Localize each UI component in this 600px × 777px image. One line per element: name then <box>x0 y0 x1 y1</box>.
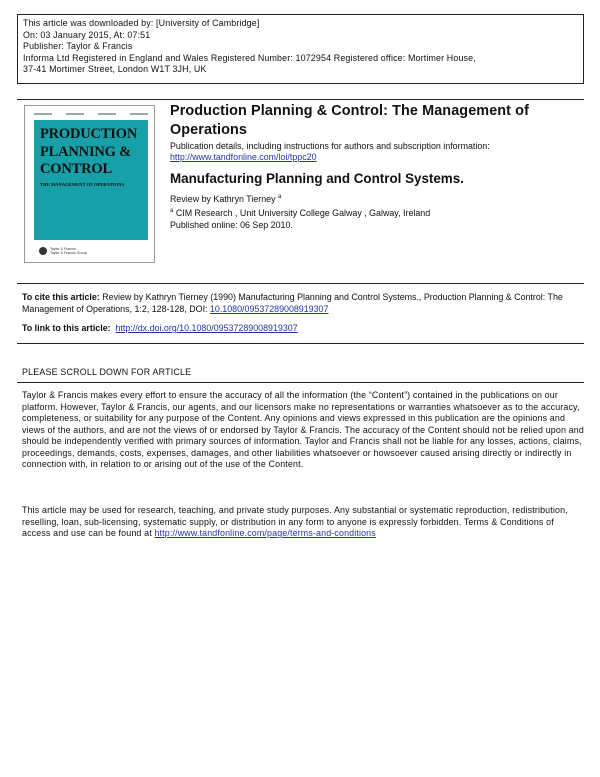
registration-line: Informa Ltd Registered in England and Wales Registered Number: 1072954 Registered office: Mortimer House, <box>23 52 476 63</box>
link-line <box>22 323 298 335</box>
cover-publisher-line2: Taylor & Francis Group <box>50 251 87 255</box>
cover-title-line3: CONTROL <box>40 161 112 177</box>
publisher-logo-icon <box>39 247 47 255</box>
link-label: To link to this article: <box>22 323 111 333</box>
cover-publisher-line1: Taylor & Francis <box>50 247 76 251</box>
cover-subtitle: THE MANAGEMENT OF OPERATIONS <box>40 181 125 187</box>
downloaded-by-line: This article was downloaded by: [University of Cambridge] <box>23 18 260 28</box>
address-line: 37-41 Mortimer Street, London W1T 3JH, UK <box>23 64 207 75</box>
citation-block <box>22 292 582 315</box>
terms-conditions-link[interactable]: http://www.tandfonline.com/page/terms-and-conditions <box>154 528 376 538</box>
published-online-date: Published online: 06 Sep 2010. <box>170 220 293 230</box>
disclaimer-paragraph-1: Taylor & Francis makes every effort to ensure the accuracy of all the information (the “Content”) contained in the publications on our platform. However, Taylor & Francis, our agents, and our licensors make no representations or warranties whatsoever as to the accuracy, completeness, or suitability for any purpose of the Content. Any opinions and views expressed in this publication are the opinions and views of the authors, and are not the views of or endorsed by Taylor & Francis. The accuracy of the Content should not be relied upon and should be independently verified with primary sources of information. Taylor and Francis shall not be liable for any losses, actions, claims, proceedings, demands, costs, expenses, damages, and other liabilities whatsoever or howsoever caused arising directly or indirectly in connection with, in relation to or arising out of the use of the Content. <box>22 390 584 469</box>
cover-title-line2: PLANNING & <box>40 143 132 160</box>
cover-title-panel <box>34 120 148 240</box>
doi-link[interactable]: 10.1080/09537289008919307 <box>209 303 329 314</box>
cite-label: To cite this article: <box>22 292 100 302</box>
cover-publisher-logo <box>39 247 87 255</box>
disclaimer-divider <box>17 382 584 383</box>
journal-url-link[interactable]: http://www.tandfonline.com/loi/tppc20 <box>170 152 317 162</box>
affiliation-line <box>170 208 430 220</box>
download-info-box <box>17 14 584 84</box>
article-doi-url-link[interactable]: http://dx.doi.org/10.1080/09537289008919307 <box>115 323 298 333</box>
publisher-line: Publisher: Taylor & Francis <box>23 41 133 52</box>
citation-divider-top <box>17 283 584 284</box>
scroll-notice: PLEASE SCROLL DOWN FOR ARTICLE <box>22 367 192 377</box>
terms-text: This article may be used for research, teaching, and private study purposes. Any substantial or systematic reproduction, redistribution, reselling, loan, sub-licensing, systematic supply, or distribution in any form to anyone is expressly forbidden. Terms & Conditions of access and use can be found at <box>22 505 568 538</box>
affiliation-text: CIM Research , Unit University College Galway , Galway, Ireland <box>175 208 431 218</box>
journal-cover-image <box>24 105 155 263</box>
citation-divider-bottom <box>17 343 584 344</box>
citation-text: Review by Kathryn Tierney (1990) Manufacturing Planning and Control Systems., Production Planning & Control: The Management of Operations, 1:2, 128-128, DOI: <box>22 292 563 314</box>
review-by-line <box>170 194 281 206</box>
affiliation-mark-prefix: a <box>170 208 174 214</box>
header-divider <box>17 99 584 100</box>
download-date-line: On: 03 January 2015, At: 07:51 <box>23 29 151 40</box>
disclaimer-paragraph-2 <box>22 505 584 540</box>
cover-top-strip <box>34 113 148 118</box>
journal-title: Production Planning & Control: The Management of Operations <box>170 103 529 138</box>
cover-title-line1: PRODUCTION <box>40 126 138 142</box>
affiliation-mark: a <box>278 194 282 200</box>
publication-details: Publication details, including instructions for authors and subscription information: <box>170 141 490 151</box>
review-author: Review by Kathryn Tierney <box>170 194 276 204</box>
article-title: Manufacturing Planning and Control Systems. <box>170 171 464 186</box>
